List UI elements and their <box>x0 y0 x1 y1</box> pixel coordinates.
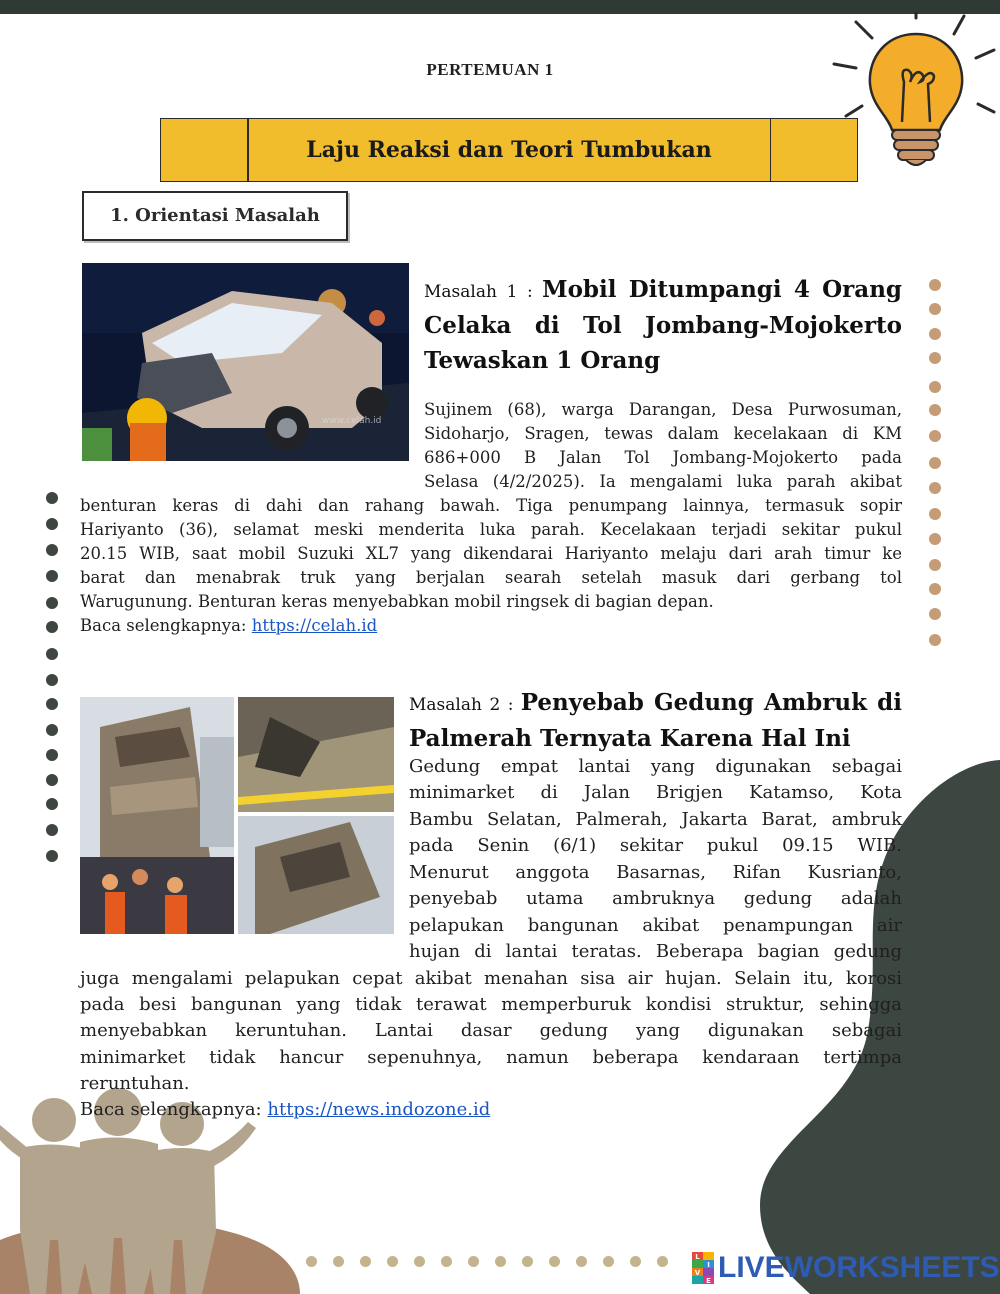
text-line: Selasa (4/2/2025). Ia mengalami luka parah akibat <box>424 472 902 491</box>
dot <box>929 404 941 416</box>
dot <box>522 1256 533 1267</box>
case2-source-link[interactable]: https://news.indozone.id <box>267 1099 491 1120</box>
banner-divider <box>770 119 772 181</box>
dot <box>46 648 58 660</box>
title-banner <box>160 118 858 182</box>
text-line: reruntuhan. <box>80 1073 190 1094</box>
dot <box>657 1256 668 1267</box>
dot <box>46 492 58 504</box>
svg-text:E: E <box>706 1276 711 1284</box>
text-line: pelapukan bangunan akibat penampungan air <box>409 915 902 936</box>
dot <box>46 824 58 836</box>
text-line: minimarket tidak hancur sepenuhnya, namun beberapa kendaraan tertimpa <box>80 1047 902 1068</box>
dot <box>929 533 941 545</box>
svg-text:V: V <box>694 1268 701 1277</box>
dot <box>929 634 941 646</box>
dot <box>929 430 941 442</box>
text-line: juga mengalami pelapukan cepat akibat menahan sisa air hujan. Selain itu, korosi <box>80 968 902 989</box>
dot <box>576 1256 587 1267</box>
dot <box>929 352 941 364</box>
svg-text:L: L <box>695 1252 700 1261</box>
text-line: 20.15 WIB, saat mobil Suzuki XL7 yang dikendarai Hariyanto melaju dari arah timur ke <box>80 544 902 563</box>
dot <box>46 570 58 582</box>
text-line: barat dan menabrak truk yang berjalan searah setelah masuk dari gerbang tol <box>80 568 902 587</box>
text-line: pada Senin (6/1) sekitar pukul 09.15 WIB. <box>409 835 902 856</box>
watermark-text: LIVEWORKSHEETS <box>718 1251 1000 1284</box>
dot <box>46 621 58 633</box>
liveworksheets-logo-icon <box>692 1252 714 1284</box>
dot <box>46 518 58 530</box>
text-line: Menurut anggota Basarnas, Rifan Kusrianto, <box>409 862 902 883</box>
case1-source-link[interactable]: https://celah.id <box>251 616 378 635</box>
dot <box>46 850 58 862</box>
dot <box>46 597 58 609</box>
page-label: PERTEMUAN 1 <box>426 60 554 79</box>
dot <box>603 1256 614 1267</box>
text-line: minimarket di Jalan Brigjen Katamso, Kota <box>409 782 902 803</box>
dot <box>495 1256 506 1267</box>
dot <box>468 1256 479 1267</box>
dot <box>414 1256 425 1267</box>
car-crash-photo <box>82 263 409 461</box>
dot <box>929 583 941 595</box>
dot <box>46 674 58 686</box>
text-line: Warugunung. Benturan keras menyebabkan mobil ringsek di bagian depan. <box>80 592 714 611</box>
dot <box>929 328 941 340</box>
building-collapse-photo <box>80 697 394 934</box>
liveworksheets-watermark <box>692 1252 1000 1284</box>
dot <box>630 1256 641 1267</box>
case1-label: Masalah 1 : <box>424 282 533 302</box>
dot <box>929 508 941 520</box>
dot <box>46 724 58 736</box>
dot <box>46 798 58 810</box>
text-line: pada besi bangunan yang tidak terawat memperburuk kondisi struktur, sehingga <box>80 994 902 1015</box>
text-line: benturan keras di dahi dan rahang bawah. Tiga penumpang lainnya, termasuk sopir <box>80 496 902 515</box>
section-heading: 1. Orientasi Masalah <box>82 191 348 241</box>
text-line: Hariyanto (36), selamat meski menderita luka parah. Kecelakaan terjadi sekitar pukul <box>80 520 902 539</box>
text-line: Bambu Selatan, Palmerah, Jakarta Barat, ambruk <box>409 809 902 830</box>
text-line: Gedung empat lantai yang digunakan sebagai <box>409 756 902 777</box>
svg-text:I: I <box>707 1260 710 1269</box>
case2-headline: Penyebab Gedung Ambruk di Palmerah Ternyata Karena Hal Ini <box>409 689 902 752</box>
dot <box>360 1256 371 1267</box>
dot <box>929 457 941 469</box>
page-title: Laju Reaksi dan Teori Tumbukan <box>306 137 712 163</box>
dot <box>441 1256 452 1267</box>
dot <box>929 482 941 494</box>
dot <box>929 303 941 315</box>
dot <box>46 749 58 761</box>
text-line: hujan di lantai teratas. Beberapa bagian gedung <box>409 941 902 962</box>
case2-label: Masalah 2 : <box>409 695 514 715</box>
text-line: penyebab utama ambruknya gedung adalah <box>409 888 902 909</box>
dot <box>549 1256 560 1267</box>
text-line: 686+000 B Jalan Tol Jombang-Mojokerto pada <box>424 448 902 467</box>
read-more-label: Baca selengkapnya: <box>80 1099 262 1120</box>
case1-read-more <box>80 614 377 638</box>
read-more-label: Baca selengkapnya: <box>80 616 247 635</box>
dot <box>929 559 941 571</box>
photo-watermark: www.celah.id <box>322 416 382 426</box>
text-line: Sujinem (68), warga Darangan, Desa Purwosuman, <box>424 400 902 419</box>
dot <box>929 279 941 291</box>
dot <box>306 1256 317 1267</box>
case2-read-more <box>80 1097 490 1123</box>
case2-heading <box>409 686 902 757</box>
dot <box>333 1256 344 1267</box>
text-line: Sidoharjo, Sragen, tewas dalam kecelakaan di KM <box>424 424 902 443</box>
dot <box>46 544 58 556</box>
case1-heading <box>424 273 902 379</box>
case1-headline: Mobil Ditumpangi 4 Orang Celaka di Tol Jombang-Mojokerto Tewaskan 1 Orang <box>424 276 903 374</box>
dot <box>929 381 941 393</box>
dot <box>46 774 58 786</box>
text-line: menyebabkan keruntuhan. Lantai dasar gedung yang digunakan sebagai <box>80 1020 902 1041</box>
dot <box>46 698 58 710</box>
dot <box>929 608 941 620</box>
dot <box>387 1256 398 1267</box>
